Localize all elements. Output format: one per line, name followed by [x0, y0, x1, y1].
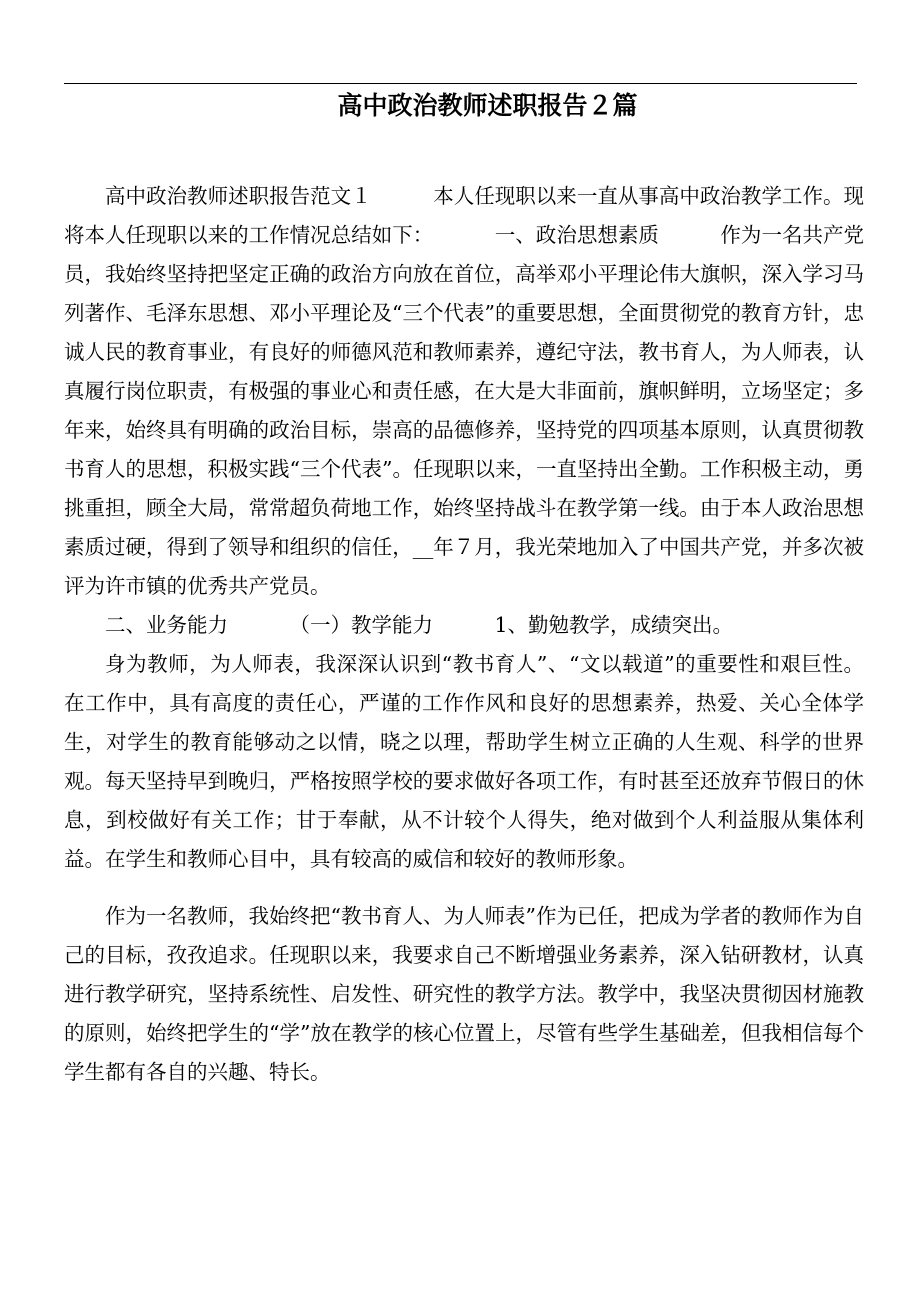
section2-subheading: （一）教学能力: [289, 613, 433, 637]
report-subtitle: 高中政治教师述职报告范文１: [105, 184, 372, 208]
document-body: [64, 177, 864, 1092]
section2-item-heading: 1、勤勉教学，成绩突出。: [494, 613, 734, 637]
section1-heading: 一、政治思想素质: [494, 223, 659, 247]
document-title: 高中政治教师述职报告２篇: [337, 91, 638, 120]
body-paragraph-2: 作为一名教师，我始终把“教书育人、为人师表”作为已任，把成为学者的教师作为自己的目标，孜孜追求。任现职以来，我要求自己不断增强业务素养，深入钻研教材，认真进行教学研究，坚持系统性、启发性、研究性的教学方法。教学中，我坚决贯彻因材施教的原则，始终把学生的“学”放在教学的核心位置上，尽管有些学生基础差，但我相信每个学生都有各自的兴趣、特长。: [64, 904, 864, 1084]
section2-heading-line: [64, 606, 864, 645]
opening-text: 本人任现职以来一直从事高中政治教学工作。现将本人任现职以来的工作情况总结如下：: [64, 184, 865, 247]
section1-text: 作为一名共产党员，我始终坚持把坚定正确的政治方向放在首位，高举邓小平理论伟大旗帜，深入学习马列著作、毛泽东思想、邓小平理论及“三个代表”的重要思想，全面贯彻党的教育方针，忠诚人民的教育事业，有良好的师德风范和教师素养，遵纪守法，教书育人，为人师表，认真履行岗位职责，有极强的事业心和责任感，在大是大非面前，旗帜鲜明，立场坚定；多年来，始终具有明确的政治目标，崇高的品德修养，坚持党的四项基本原则，认真贯彻教书育人的思想，积极实践“三个代表”。任现职以来，一直坚持出全勤。工作积极主动，勇挑重担，顾全大局，常常超负荷地工作，始终坚持战斗在教学第一线。由于本人政治思想素质过硬，得到了领导和组织的信任，__年７月，我光荣地加入了中国共产党，并多次被评为许市镇的优秀共产党员。: [64, 223, 865, 598]
intro-paragraph: [64, 177, 864, 606]
body-paragraph-1: 身为教师，为人师表，我深深认识到“教书育人”、“文以载道”的重要性和艰巨性。在工作中，具有高度的责任心，严谨的工作作风和良好的思想素养，热爱、关心全体学生，对学生的教育能够动之以情，晓之以理，帮助学生树立正确的人生观、科学的世界观。每天坚持早到晚归，严格按照学校的要求做好各项工作，有时甚至还放弃节假日的休息，到校做好有关工作；甘于奉献，从不计较个人得失，绝对做到个人利益服从集体利益。在学生和教师心目中，具有较高的威信和较好的教师形象。: [64, 652, 864, 871]
header-rule: [64, 83, 857, 84]
section2-heading: 二、业务能力: [105, 613, 228, 637]
